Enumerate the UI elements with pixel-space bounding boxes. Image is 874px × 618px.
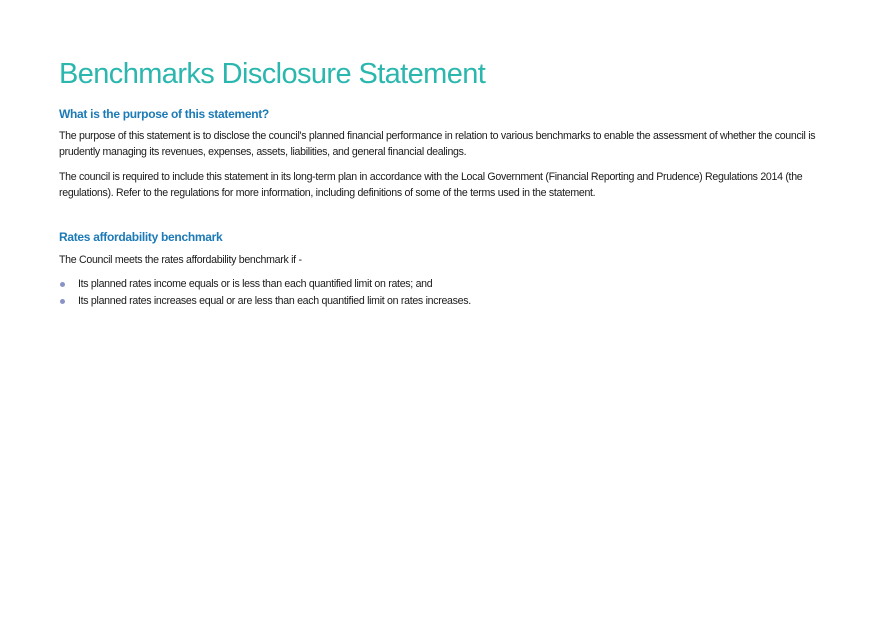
bullet-icon — [60, 299, 65, 304]
list-item-text: Its planned rates income equals or is less than each quantified limit on rates; and — [78, 278, 433, 290]
list-item — [59, 276, 829, 293]
rates-conditions-list — [59, 276, 829, 310]
list-item-text: Its planned rates increases equal or are less than each quantified limit on rates increases. — [78, 295, 471, 307]
purpose-paragraph-1: The purpose of this statement is to disclose the council's planned financial performance in relation to various benchmarks to enable the assessment of whether the council is prudently managing its revenues, expenses, assets, liabilities, and general financial dealings. — [59, 130, 816, 158]
bullet-icon — [60, 282, 65, 287]
purpose-heading: What is the purpose of this statement? — [59, 107, 269, 121]
list-item — [59, 293, 829, 310]
rates-intro-text: The Council meets the rates affordability benchmark if - — [59, 254, 302, 266]
page-title: Benchmarks Disclosure Statement — [59, 58, 486, 90]
purpose-paragraph-2: The council is required to include this statement in its long-term plan in accordance with the Local Government (Financial Reporting and Prudence) Regulations 2014 (the regulations). Refer to the regulations for more information, including definitions of some of the terms used in the statement. — [59, 171, 803, 199]
rates-affordability-heading: Rates affordability benchmark — [59, 230, 223, 244]
